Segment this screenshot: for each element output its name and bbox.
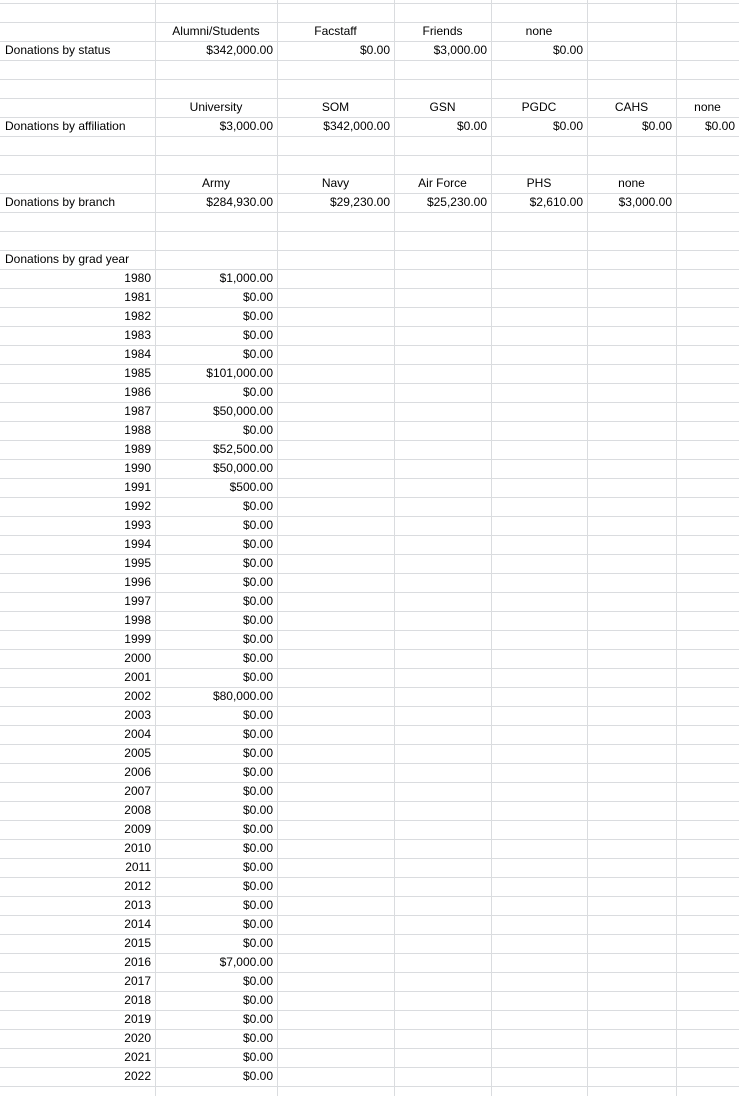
status-header-cell[interactable]: Facstaff [314, 24, 357, 38]
grad-year-cell[interactable]: 2022 [124, 1069, 151, 1083]
grad-year-amount-cell[interactable]: $0.00 [242, 993, 273, 1007]
status-header-cell[interactable]: Friends [422, 24, 463, 38]
grad-year-amount-cell[interactable]: $0.00 [242, 670, 273, 684]
branch-header-cell[interactable]: PHS [526, 176, 552, 190]
grad-year-cell[interactable]: 2000 [124, 651, 151, 665]
grad-year-cell[interactable]: 1987 [124, 404, 151, 418]
grad-year-amount-cell[interactable]: $0.00 [242, 347, 273, 361]
grad-year-amount-cell[interactable]: $0.00 [242, 575, 273, 589]
branch-header-cell[interactable]: Air Force [418, 176, 467, 190]
grad-year-amount-cell[interactable]: $0.00 [242, 1069, 273, 1083]
affiliation-header-cell[interactable]: CAHS [614, 100, 649, 114]
grad-year-cell[interactable]: 2008 [124, 803, 151, 817]
grad-year-amount-cell[interactable]: $0.00 [242, 309, 273, 323]
affiliation-header-cell[interactable]: University [189, 100, 243, 114]
grad-year-amount-cell[interactable]: $0.00 [242, 328, 273, 342]
affiliation-value-cell[interactable]: $0.00 [552, 119, 583, 133]
grad-year-amount-cell[interactable]: $0.00 [242, 860, 273, 874]
grad-year-cell[interactable]: 2019 [124, 1012, 151, 1026]
grad-year-amount-cell[interactable]: $0.00 [242, 556, 273, 570]
branch-value-cell[interactable]: $25,230.00 [426, 195, 487, 209]
grad-year-cell[interactable]: 1996 [124, 575, 151, 589]
grad-year-amount-cell[interactable]: $0.00 [242, 727, 273, 741]
grad-year-cell[interactable]: 2002 [124, 689, 151, 703]
grad-year-amount-cell[interactable]: $0.00 [242, 632, 273, 646]
grad-year-cell[interactable]: 2020 [124, 1031, 151, 1045]
grad-year-amount-cell[interactable]: $0.00 [242, 784, 273, 798]
grad-year-amount-cell[interactable]: $0.00 [242, 898, 273, 912]
grad-year-cell[interactable]: 1985 [124, 366, 151, 380]
grad-year-cell[interactable]: 2018 [124, 993, 151, 1007]
grad-year-amount-cell[interactable]: $0.00 [242, 499, 273, 513]
grad-year-cell[interactable]: 1988 [124, 423, 151, 437]
grad-year-cell[interactable]: 1992 [124, 499, 151, 513]
branch-value-cell[interactable]: $3,000.00 [618, 195, 672, 209]
branch-header-cell[interactable]: Navy [321, 176, 350, 190]
grad-year-cell[interactable]: 1999 [124, 632, 151, 646]
grad-year-cell[interactable]: 2005 [124, 746, 151, 760]
grad-year-cell[interactable]: 1990 [124, 461, 151, 475]
status-label-cell[interactable]: Donations by status [5, 43, 111, 57]
grad-year-amount-cell[interactable]: $0.00 [242, 746, 273, 760]
grad-year-amount-cell[interactable]: $0.00 [242, 708, 273, 722]
affiliation-header-cell[interactable]: PGDC [521, 100, 557, 114]
grad-year-amount-cell[interactable]: $52,500.00 [212, 442, 273, 456]
status-header-cell[interactable]: Alumni/Students [172, 24, 260, 38]
affiliation-value-cell[interactable]: $0.00 [704, 119, 735, 133]
grad-year-amount-cell[interactable]: $0.00 [242, 537, 273, 551]
grad-year-amount-cell[interactable]: $0.00 [242, 765, 273, 779]
grad-year-amount-cell[interactable]: $0.00 [242, 518, 273, 532]
grad-year-cell[interactable]: 2016 [124, 955, 151, 969]
grad-year-cell[interactable]: 1982 [124, 309, 151, 323]
grad-year-amount-cell[interactable]: $0.00 [242, 651, 273, 665]
grad-year-cell[interactable]: 2001 [124, 670, 151, 684]
grad-year-cell[interactable]: 1983 [124, 328, 151, 342]
affiliation-header-cell[interactable]: SOM [321, 100, 350, 114]
grad-year-amount-cell[interactable]: $0.00 [242, 841, 273, 855]
affiliation-label-cell[interactable]: Donations by affiliation [5, 119, 126, 133]
grad-year-cell[interactable]: 2015 [124, 936, 151, 950]
grad-year-amount-cell[interactable]: $50,000.00 [212, 404, 273, 418]
grad-year-cell[interactable]: 2011 [125, 860, 151, 874]
grad-year-amount-cell[interactable]: $0.00 [242, 1012, 273, 1026]
grad-year-cell[interactable]: 1980 [124, 271, 151, 285]
grad-year-cell[interactable]: 1997 [124, 594, 151, 608]
branch-value-cell[interactable]: $284,930.00 [206, 195, 273, 209]
branch-value-cell[interactable]: $2,610.00 [529, 195, 583, 209]
status-value-cell[interactable]: $0.00 [359, 43, 390, 57]
grad-year-cell[interactable]: 2009 [124, 822, 151, 836]
status-value-cell[interactable]: $0.00 [552, 43, 583, 57]
affiliation-header-cell[interactable]: GSN [429, 100, 456, 114]
grad-year-cell[interactable]: 2006 [124, 765, 151, 779]
grad-year-amount-cell[interactable]: $7,000.00 [219, 955, 273, 969]
branch-value-cell[interactable]: $29,230.00 [329, 195, 390, 209]
grad-year-amount-cell[interactable]: $0.00 [242, 936, 273, 950]
grad-year-cell[interactable]: 1994 [124, 537, 151, 551]
grad-year-cell[interactable]: 1984 [124, 347, 151, 361]
grad-year-cell[interactable]: 2010 [124, 841, 151, 855]
grad-year-amount-cell[interactable]: $0.00 [242, 974, 273, 988]
grad-year-cell[interactable]: 1991 [124, 480, 151, 494]
grad-year-cell[interactable]: 1998 [124, 613, 151, 627]
grad-year-cell[interactable]: 2017 [124, 974, 151, 988]
grad-year-amount-cell[interactable]: $0.00 [242, 1031, 273, 1045]
branch-header-cell[interactable]: none [618, 176, 645, 190]
grad-year-cell[interactable]: 1981 [124, 290, 151, 304]
affiliation-value-cell[interactable]: $0.00 [456, 119, 487, 133]
grad-year-amount-cell[interactable]: $80,000.00 [212, 689, 273, 703]
grad-year-amount-cell[interactable]: $0.00 [242, 385, 273, 399]
grad-year-cell[interactable]: 2004 [124, 727, 151, 741]
grad-year-label-cell[interactable]: Donations by grad year [5, 252, 130, 266]
grad-year-amount-cell[interactable]: $0.00 [242, 879, 273, 893]
grad-year-amount-cell[interactable]: $500.00 [229, 480, 273, 494]
grad-year-cell[interactable]: 2007 [124, 784, 151, 798]
grad-year-amount-cell[interactable]: $0.00 [242, 423, 273, 437]
grad-year-amount-cell[interactable]: $50,000.00 [212, 461, 273, 475]
grad-year-cell[interactable]: 1989 [124, 442, 151, 456]
grad-year-cell[interactable]: 2021 [124, 1050, 151, 1064]
grad-year-cell[interactable]: 2012 [124, 879, 151, 893]
status-header-cell[interactable]: none [525, 24, 553, 38]
grad-year-amount-cell[interactable]: $0.00 [242, 613, 273, 627]
grad-year-amount-cell[interactable]: $101,000.00 [206, 366, 273, 380]
grad-year-amount-cell[interactable]: $0.00 [242, 822, 273, 836]
grad-year-amount-cell[interactable]: $0.00 [242, 917, 273, 931]
status-value-cell[interactable]: $342,000.00 [206, 43, 273, 57]
grad-year-amount-cell[interactable]: $0.00 [242, 594, 273, 608]
grad-year-cell[interactable]: 2003 [124, 708, 151, 722]
grad-year-cell[interactable]: 1995 [124, 556, 151, 570]
grad-year-cell[interactable]: 1993 [124, 518, 151, 532]
affiliation-value-cell[interactable]: $342,000.00 [323, 119, 390, 133]
grad-year-amount-cell[interactable]: $0.00 [242, 803, 273, 817]
affiliation-header-cell[interactable]: none [694, 100, 721, 114]
grad-year-cell[interactable]: 2013 [124, 898, 151, 912]
branch-header-cell[interactable]: Army [202, 176, 230, 190]
grad-year-amount-cell[interactable]: $0.00 [242, 1050, 273, 1064]
grad-year-amount-cell[interactable]: $1,000.00 [219, 271, 273, 285]
status-value-cell[interactable]: $3,000.00 [433, 43, 487, 57]
grad-year-cell[interactable]: 2014 [124, 917, 151, 931]
grad-year-amount-cell[interactable]: $0.00 [242, 290, 273, 304]
affiliation-value-cell[interactable]: $0.00 [641, 119, 672, 133]
affiliation-value-cell[interactable]: $3,000.00 [219, 119, 273, 133]
grad-year-cell[interactable]: 1986 [124, 385, 151, 399]
branch-label-cell[interactable]: Donations by branch [5, 195, 116, 209]
